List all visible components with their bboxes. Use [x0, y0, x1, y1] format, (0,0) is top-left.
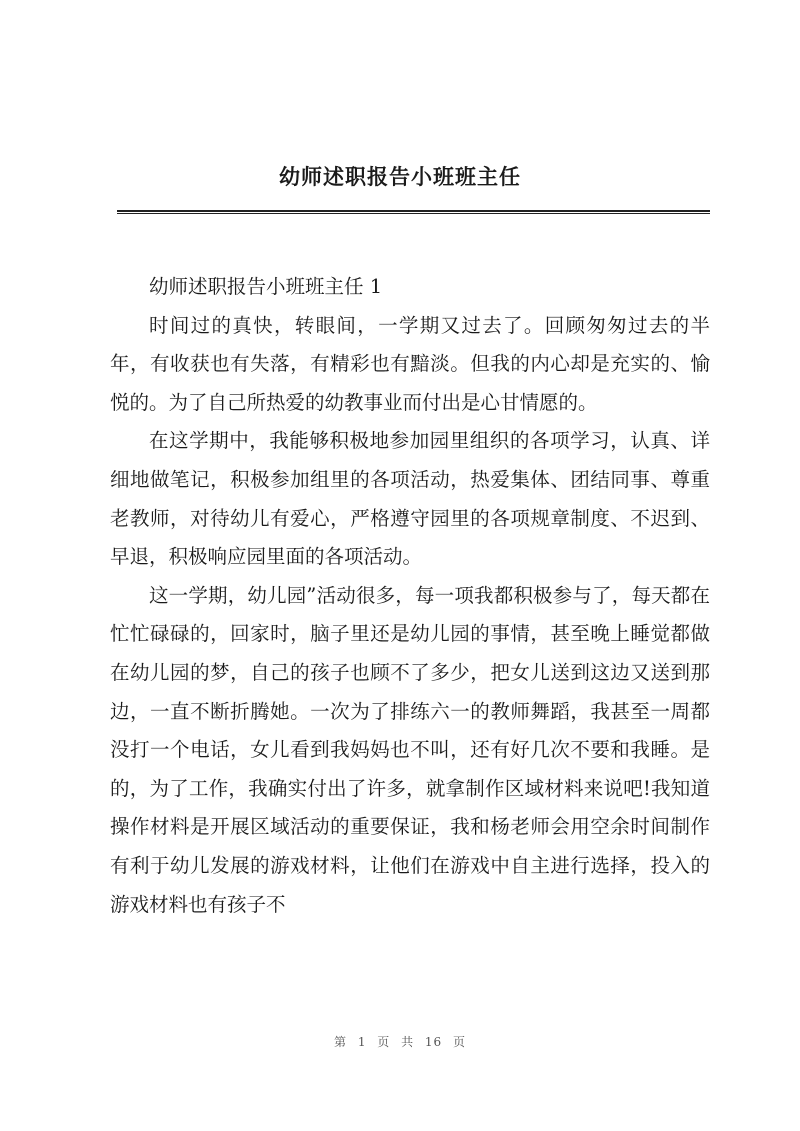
- title-divider: [117, 210, 710, 214]
- document-body: [110, 268, 710, 924]
- paragraph-1: 时间过的真快，转眼间，一学期又过去了。回顾匆匆过去的半年，有收获也有失落，有精彩也有黯淡。但我的内心却是充实的、愉悦的。为了自己所热爱的幼教事业而付出是心甘情愿的。: [110, 313, 710, 414]
- page-footer: 第 1 页 共 16 页: [334, 1035, 466, 1049]
- paragraph-2: 在这学期中，我能够积极地参加园里组织的各项学习，认真、详细地做笔记，积极参加组里的各项活动，热爱集体、团结同事、尊重老教师，对待幼儿有爱心，严格遵守园里的各项规章制度、不迟到、早退，积极响应园里面的各项活动。: [110, 429, 710, 569]
- page-title: 幼师述职报告小班班主任: [279, 164, 521, 189]
- paragraph-3: 这一学期，幼儿园”活动很多，每一项我都积极参与了，每天都在忙忙碌碌的，回家时，脑子里还是幼儿园的事情，甚至晚上睡觉都做在幼儿园的梦，自己的孩子也顾不了多少，把女儿送到这边又送到那边，一直不断折腾她。一次为了排练六一的教师舞蹈，我甚至一周都没打一个电话，女儿看到我妈妈也不叫，还有好几次不要和我睡。是的，为了工作，我确实付出了许多，就拿制作区域材料来说吧!我知道操作材料是开展区域活动的重要保证，我和杨老师会用空余时间制作有利于幼儿发展的游戏材料，让他们在游戏中自主进行选择，投入的游戏材料也有孩子不: [110, 583, 710, 916]
- section-heading: 幼师述职报告小班班主任 1: [149, 275, 383, 298]
